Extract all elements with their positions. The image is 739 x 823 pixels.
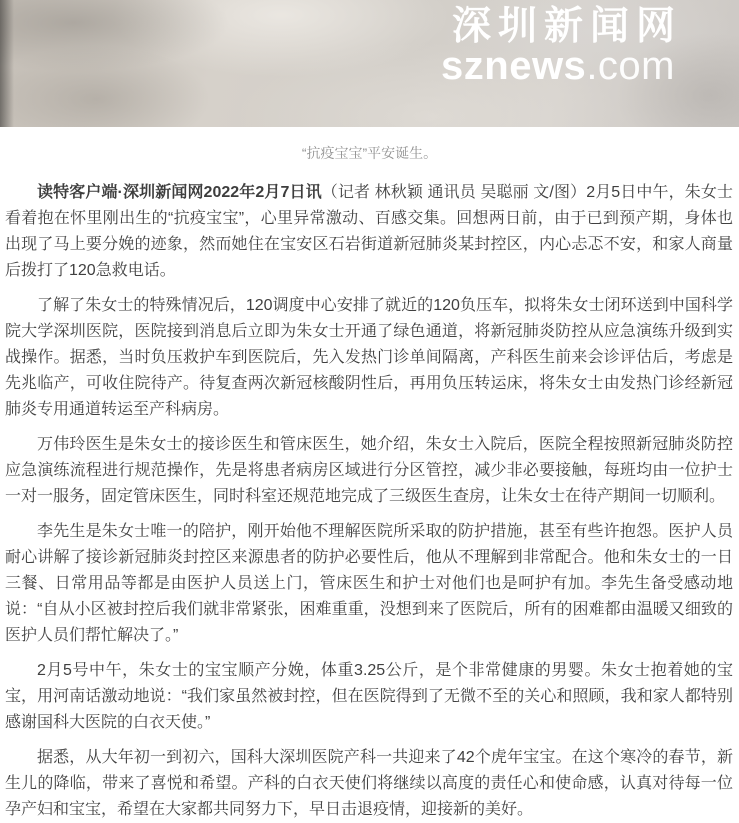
article-paragraph-6	[5, 745, 733, 823]
article-paragraph-4	[5, 519, 733, 649]
photo-caption: “抗疫宝宝”平安诞生。	[301, 145, 438, 161]
paragraph-text: 据悉，从大年初一到初六，国科大深圳医院产科一共迎来了42个虎年宝宝。在这个寒冷的春节，新生儿的降临，带来了喜悦和希望。产科的白衣天使们将继续以高度的责任心和使命感，认真对待每一位孕产妇和宝宝，希望在大家都共同努力下，早日击退疫情，迎接新的美好。	[5, 749, 733, 818]
article-paragraph-1	[5, 180, 733, 284]
article-body	[0, 180, 739, 823]
article-paragraph-3	[5, 432, 733, 510]
paragraph-text: （记者 林秋颖 通讯员 吴聪丽 文/图）2月5日中午，朱女士看着抱在怀里刚出生的“抗疫宝宝”，心里异常激动、百感交集。回想两日前，由于已到预产期，身体也出现了马上要分娩的迹象，然而她住在宝安区石岩街道新冠肺炎某封控区，内心忐忑不安，和家人商量后拨打了120急救电话。	[5, 184, 733, 279]
article-dateline-lead: 读特客户端·深圳新闻网2022年2月7日讯	[37, 184, 322, 201]
article-paragraph-5	[5, 658, 733, 736]
sznews-logo-domain	[441, 44, 675, 88]
hero-photo	[0, 0, 739, 127]
sznews-logo-domain-name: sznews	[441, 44, 587, 88]
paragraph-text: 2月5号中午，朱女士的宝宝顺产分娩，体重3.25公斤，是个非常健康的男婴。朱女士抱着她的宝宝，用河南话激动地说：“我们家虽然被封控，但在医院得到了无微不至的关心和照顾，我和家人都特别感谢国科大医院的白衣天使。”	[5, 662, 733, 731]
paragraph-text: 万伟玲医生是朱女士的接诊医生和管床医生，她介绍，朱女士入院后，医院全程按照新冠肺炎防控应急演练流程进行规范操作，先是将患者病房区域进行分区管控，减少非必要接触，每班均由一位护士一对一服务，固定管床医生，同时科室还规范地完成了三级医生查房，让朱女士在待产期间一切顺利。	[5, 436, 733, 505]
sznews-logo	[441, 5, 682, 88]
sznews-logo-domain-tld: .com	[586, 44, 675, 88]
paragraph-text: 了解了朱女士的特殊情况后，120调度中心安排了就近的120负压车，拟将朱女士闭环送到中国科学院大学深圳医院，医院接到消息后立即为朱女士开通了绿色通道，将新冠肺炎防控从应急演练升级到实战操作。据悉，当时负压救护车到医院后，先入发热门诊单间隔离，产科医生前来会诊评估后，考虑是先兆临产，可收住院待产。待复查两次新冠核酸阴性后，再用负压转运床，将朱女士由发热门诊经新冠肺炎专用通道转运至产科病房。	[5, 297, 733, 418]
article-paragraph-2	[5, 293, 733, 423]
sznews-logo-chinese: 深圳新闻网	[451, 5, 682, 48]
paragraph-text: 李先生是朱女士唯一的陪护，刚开始他不理解医院所采取的防护措施，甚至有些许抱怨。医护人员耐心讲解了接诊新冠肺炎封控区来源患者的防护必要性后，他从不理解到非常配合。他和朱女士的一日三餐、日常用品等都是由医护人员送上门，管床医生和护士对他们也是呵护有加。李先生备受感动地说：“自从小区被封控后我们就非常紧张，困难重重，没想到来了医院后，所有的困难都由温暖又细致的医护人员们帮忙解决了。”	[5, 523, 733, 644]
